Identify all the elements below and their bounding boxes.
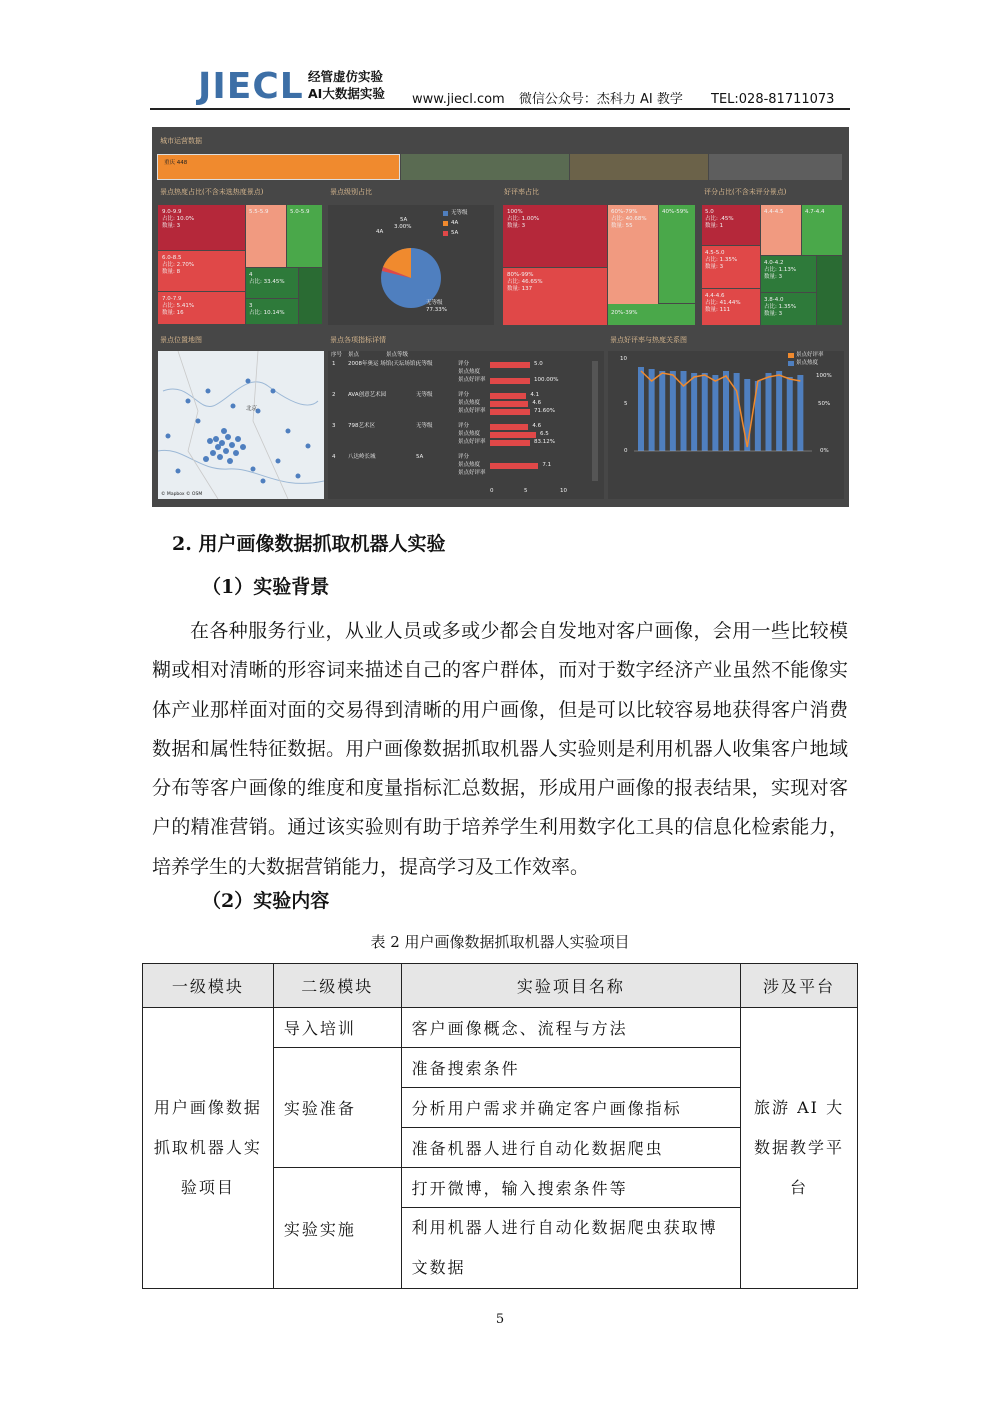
detail-panel-title: 景点各项指标详情 — [330, 336, 386, 344]
combo-bar — [638, 367, 644, 451]
detail-metric-value: 83.12% — [534, 439, 555, 445]
combo-bar — [776, 371, 782, 451]
detail-metric-label: 评分 — [458, 392, 470, 398]
map-credit: © Mapbox © OSM — [161, 492, 203, 497]
detail-row-number: 2 — [332, 392, 336, 398]
platform-cell: 旅游 AI 大数据教学平台 — [741, 1008, 858, 1289]
table-header-row — [143, 964, 858, 1008]
detail-metric-bar — [490, 409, 530, 415]
detail-metric-value: 4.6 — [532, 400, 542, 406]
detail-metric-label: 景点热度 — [458, 369, 481, 375]
legend-swatch-4a — [443, 221, 448, 226]
detail-row-level: 无等级 — [416, 423, 433, 429]
score-cell-3: 4.4-4.6 占比: 41.44% 数量: 111 — [702, 289, 760, 325]
combo-bar — [691, 373, 697, 451]
heat-cell-4: 5.5-5.9 — [246, 205, 286, 267]
map-river-1 — [163, 382, 318, 407]
combo-bar — [659, 371, 665, 451]
detail-metric-bar — [490, 393, 526, 399]
detail-scrollbar[interactable] — [592, 361, 598, 481]
detail-metric-value: 4.6 — [532, 423, 542, 429]
detail-row-number: 1 — [332, 361, 336, 367]
rating-cell-3: 60%-79% 占比: 40.68% 数量: 55 — [608, 205, 658, 325]
level-pie — [328, 205, 494, 325]
heat-cell-1: 9.0-9.9 占比: 10.0% 数量: 3 — [158, 205, 245, 250]
legend-none: 无等级 — [451, 210, 468, 216]
detail-row-level: 5A — [416, 454, 424, 460]
map-road-2 — [253, 351, 288, 499]
detail-metric-bar — [490, 463, 538, 469]
detail-row-level: 无等级 — [416, 361, 433, 367]
table-caption: 表 2 用户画像数据抓取机器人实验项目 — [370, 933, 630, 951]
item-cell: 准备搜索条件 — [401, 1048, 740, 1088]
detail-metric-label: 评分 — [458, 361, 470, 367]
legend-4a: 4A — [451, 220, 459, 226]
logo-subtitle — [308, 68, 385, 102]
score-cell-7: 3.8-4.0 占比: 1.35% 数量: 3 — [761, 293, 816, 325]
detail-metric-label: 景点热度 — [458, 400, 481, 406]
level1-cell: 用户画像数据抓取机器人实验项目 — [143, 1008, 274, 1289]
page-number: 5 — [495, 1312, 505, 1327]
logo: JIECL — [198, 66, 304, 107]
detail-metric-value: 7.1 — [542, 462, 552, 468]
topbar-cell-2 — [401, 154, 569, 180]
rating-cell-1: 100% 占比: 1.00% 数量: 3 — [503, 205, 607, 267]
subheading-content: （2）实验内容 — [202, 890, 330, 912]
background-paragraph: 在各种服务行业，从业人员或多或少都会自发地对客户画像，会用一些比较模糊或相对清晰的形容词来描述自己的客户群体，而对于数字经济产业虽然不能像实体产业那样面对面的交易得到清晰的用户画像，但是可以比较容易地获得客户消费数据和属性特征数据。用户画像数据抓取机器人实验则是利用机器人收集客户地域分布等客户画像的维度和度量指标汇总数据，形成用户画像的报表结果，实现对客户的精准营销。通过该实验则有助于培养学生利用数字化工具的信息化检索能力，培养学生的大数据营销能力，提高学习及工作效率。 — [152, 620, 848, 878]
logo-subtitle-line-2: AI大数据实验 — [308, 86, 385, 101]
dashboard-title: 城市运营数据 — [160, 137, 202, 145]
rating-cell-5: 20%-39% — [608, 304, 695, 325]
rating-cell-4: 40%-59% — [659, 205, 695, 303]
module-cell: 实验准备 — [273, 1048, 401, 1168]
dashboard-screenshot — [152, 127, 849, 507]
detail-metric-bar — [490, 362, 530, 368]
detail-metric-label: 景点好评率 — [458, 377, 486, 383]
logo-subtitle-line-1: 经管虚仿实验 — [308, 69, 384, 84]
topbar-cell-4 — [709, 154, 842, 180]
legend-swatch-none — [443, 211, 448, 216]
heat-cell-6: 4 占比: 33.45% — [246, 268, 298, 298]
module-cell: 导入培训 — [273, 1008, 401, 1048]
score-cell-2: 4.5-5.0 占比: 1.35% 数量: 3 — [702, 246, 760, 288]
detail-metric-value: 4.1 — [530, 392, 540, 398]
map-points — [166, 379, 311, 484]
item-cell: 分析用户需求并确定客户画像指标 — [401, 1088, 740, 1128]
map-river-2 — [158, 450, 324, 483]
detail-metric-value: 71.60% — [534, 408, 555, 414]
header-level1: 一级模块 — [143, 964, 274, 1008]
legend-5a: 5A — [451, 230, 459, 236]
detail-row-level: 无等级 — [416, 392, 433, 398]
detail-metric-label: 景点热度 — [458, 431, 481, 437]
header-project: 实验项目名称 — [401, 964, 740, 1008]
topbar-cell-primary: 重庆 448 — [157, 154, 400, 180]
legend-heat: 景点热度 — [796, 360, 819, 366]
level-panel: 无等级 4A 5A 5A 3.00% 4A 无等级 77.33% — [328, 205, 494, 325]
header-level2: 二级模块 — [273, 964, 401, 1008]
heat-cell-8 — [299, 268, 322, 324]
detail-row-name: AVA创意艺术园 — [348, 392, 387, 398]
detail-metric-bar — [490, 432, 536, 438]
item-cell: 利用机器人进行自动化数据爬虫获取博文数据 — [401, 1208, 740, 1289]
detail-metric-label: 评分 — [458, 423, 470, 429]
combo-bar — [797, 375, 803, 451]
tel-info: TEL:028-81711073 — [711, 92, 835, 107]
table-row — [143, 1008, 858, 1048]
rating-cell-2: 80%-99% 占比: 46.65% 数量: 137 — [503, 268, 607, 325]
score-panel-title: 评分占比(不含未评分景点) — [704, 188, 787, 196]
detail-metric-value: 5.0 — [534, 361, 543, 367]
score-cell-4: 4.4-4.5 — [761, 205, 801, 255]
combo-panel: 景点好评率 景点热度 10 5 0 100% 50% 0% — [608, 351, 844, 499]
score-cell-5: 4.7-4.4 — [802, 205, 842, 255]
score-cell-8 — [817, 256, 842, 325]
detail-row-number: 4 — [332, 454, 336, 460]
map-panel-title: 景点位置地图 — [160, 336, 202, 344]
detail-metric-label: 景点好评率 — [458, 439, 486, 445]
detail-metric-label: 评分 — [458, 454, 470, 460]
map-svg — [158, 351, 324, 499]
detail-row-number: 3 — [332, 423, 336, 429]
combo-bar — [787, 377, 793, 451]
detail-metric-label: 景点好评率 — [458, 408, 486, 414]
detail-row-name: 798艺术区 — [348, 423, 375, 429]
rating-panel-title: 好评率占比 — [504, 188, 539, 196]
combo-chart — [608, 351, 844, 499]
combo-bar — [702, 373, 708, 451]
heat-panel-title: 景点热度占比(不含未选热度景点) — [160, 188, 264, 196]
combo-panel-title: 景点好评率与热度关系图 — [610, 336, 687, 344]
heat-cell-7: 3 占比: 10.14% — [246, 299, 298, 324]
page-header — [150, 60, 850, 110]
detail-row-name: 2008年奥运 场馆(天坛场馆) — [348, 361, 418, 367]
wechat-info: 微信公众号：杰科力 AI 教学 — [518, 92, 683, 107]
header-contact — [412, 88, 844, 107]
combo-bar — [734, 373, 740, 451]
level-panel-title: 景点级别占比 — [330, 188, 372, 196]
detail-metric-bar — [490, 440, 530, 446]
combo-bar — [712, 375, 718, 451]
detail-metric-bar — [490, 401, 528, 407]
detail-panel: 序号 景点 景点等级 1 2008年奥运 场馆(天坛场馆) 无等级 评分 5.0 景点热度 景点好评率 100.00% 2 AVA创意艺术园 无等级 评分 4.1 景点热度 4.6 景点好评率 71.60% 3 798艺术区 无等级 评分 4.6 景点热度 6.5 景点好评率 83.12% 4 八达岭长城 5A 评分 景点热度 7.1 景点好评率 0 5 10 — [328, 351, 604, 499]
detail-metric-bar — [490, 424, 528, 430]
score-cell-6: 4.0-4.2 占比: 1.13% 数量: 3 — [761, 256, 816, 292]
map-city-label: 北京 — [246, 406, 258, 412]
detail-metric-value: 6.5 — [540, 431, 549, 437]
website-link[interactable]: www.jiecl.com — [412, 92, 505, 107]
detail-row-name: 八达岭长城 — [348, 454, 376, 460]
heat-cell-2: 6.0-8.5 占比: 2.70% 数量: 8 — [158, 251, 245, 291]
subheading-background: （1）实验背景 — [202, 576, 330, 598]
detail-metric-value: 100.00% — [534, 377, 559, 383]
header-platform: 涉及平台 — [741, 964, 858, 1008]
detail-metric-bar — [490, 378, 530, 384]
combo-bar — [766, 373, 772, 451]
map-road-1 — [178, 351, 218, 499]
heat-cell-5: 5.0-5.9 — [287, 205, 322, 267]
item-cell: 客户画像概念、流程与方法 — [401, 1008, 740, 1048]
legend-rating: 景点好评率 — [796, 352, 824, 358]
item-cell: 打开微博，输入搜索条件等 — [401, 1168, 740, 1208]
combo-bar — [744, 379, 750, 451]
legend-swatch-5a — [443, 231, 448, 236]
experiment-table — [142, 963, 858, 1289]
map-panel[interactable] — [158, 351, 324, 499]
topbar-cell-3 — [570, 154, 708, 180]
item-cell: 准备机器人进行自动化数据爬虫 — [401, 1128, 740, 1168]
module-cell: 实验实施 — [273, 1168, 401, 1289]
detail-metric-label: 景点好评率 — [458, 470, 486, 476]
heat-cell-3: 7.0-7.9 占比: 5.41% 数量: 16 — [158, 292, 245, 324]
combo-bar — [670, 371, 676, 451]
combo-bar — [723, 371, 729, 451]
score-cell-1: 5.0 占比: .45% 数量: 1 — [702, 205, 760, 245]
detail-metric-label: 景点热度 — [458, 462, 481, 468]
section-heading: 2. 用户画像数据抓取机器人实验 — [172, 533, 446, 555]
